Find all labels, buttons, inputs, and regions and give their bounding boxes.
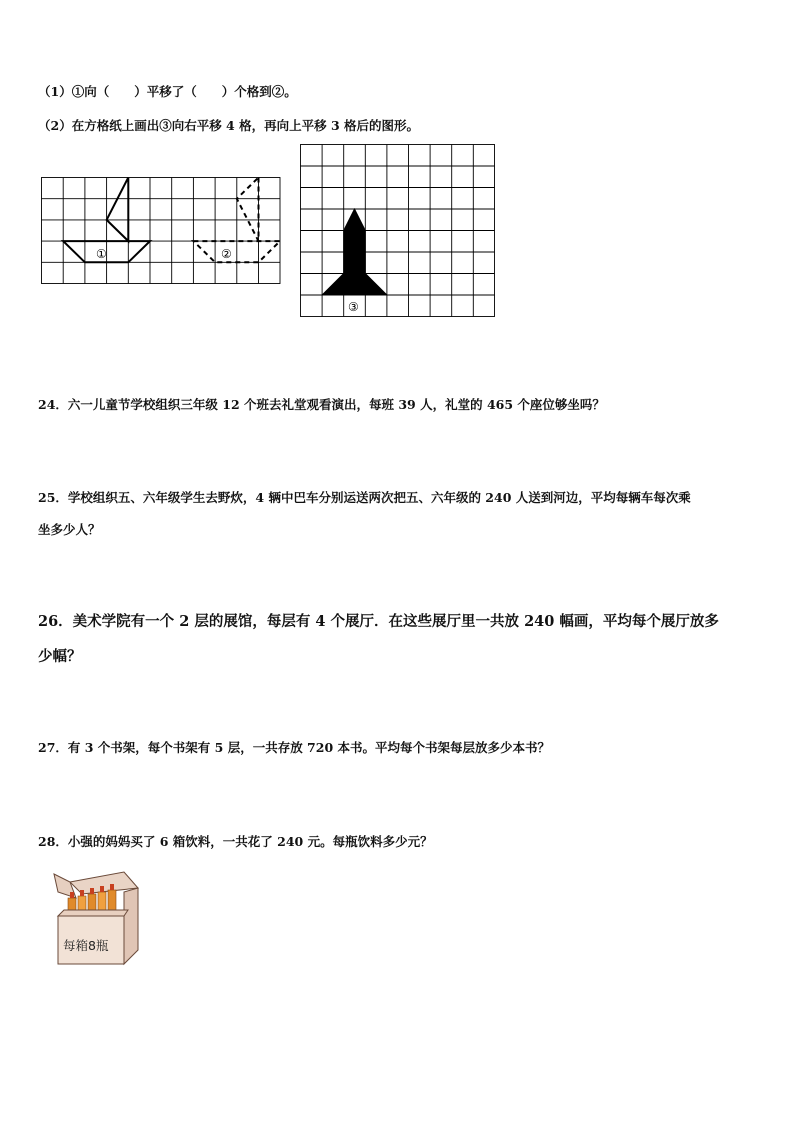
question-28: 28．小强的妈妈买了 6 箱饮料，一共花了 240 元。每瓶饮料多少元？	[38, 834, 433, 849]
shape-label-1: ①	[96, 247, 107, 261]
question-part-1: （1）①向（ ）平移了（ ）个格到②。	[38, 84, 297, 99]
grid-figure-right	[299, 143, 497, 319]
grid-lines-left	[42, 178, 281, 284]
shape-label-2: ②	[221, 247, 232, 261]
box-label: 每箱8瓶	[63, 938, 109, 953]
question-part-2: （2）在方格纸上画出③向右平移 4 格，再向上平移 3 格后的图形。	[38, 118, 420, 133]
question-27: 27．有 3 个书架，每个书架有 5 层，一共存放 720 本书。平均每个书架每层放多少本书？	[38, 740, 550, 755]
shape-label-3: ③	[348, 300, 359, 314]
question-25-line-2: 坐多少人？	[38, 522, 101, 537]
grid-figure-left	[40, 176, 282, 286]
question-24: 24．六一儿童节学校组织三年级 12 个班去礼堂观看演出，每班 39 人，礼堂的 465 个座位够坐吗？	[38, 397, 605, 412]
question-25-line-1: 25．学校组织五、六年级学生去野炊，4 辆中巴车分别运送两次把五、六年级的 240 人送到河边，平均每辆车每次乘	[38, 490, 691, 505]
question-26-line-2: 少幅？	[38, 648, 82, 665]
drink-box-illustration	[52, 868, 142, 972]
question-26-line-1: 26．美术学院有一个 2 层的展馆，每层有 4 个展厅．在这些展厅里一共放 240 幅画，平均每个展厅放多	[38, 613, 719, 630]
